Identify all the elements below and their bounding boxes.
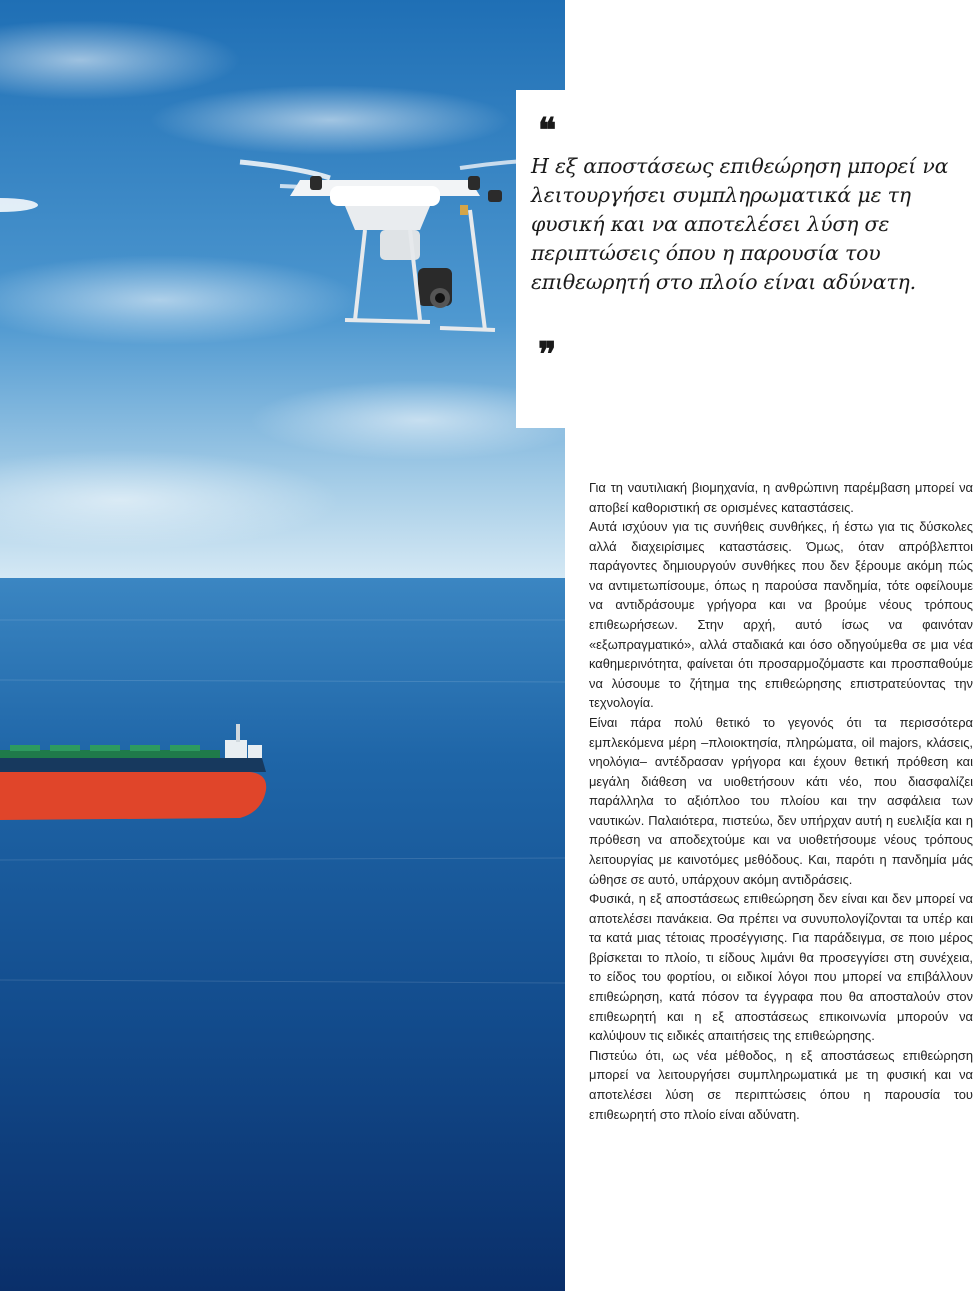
sea <box>0 578 565 1291</box>
article-body <box>589 478 973 1124</box>
article-paragraph: Για τη ναυτιλιακή βιομηχανία, η ανθρώπινη παρέμβαση μπορεί να αποβεί καθοριστική σε ορισμένες καταστάσεις. <box>589 480 973 515</box>
open-quote-icon: ❝ <box>538 111 557 151</box>
pull-quote-text: Η εξ αποστάσεως επιθεώρηση μπορεί να λειτουργήσει συμπληρωματικά με τη φυσική και να αποτελέσει λύση σε περιπτώσεις όπου η παρουσία του επιθεωρητή στο πλοίο είναι αδύνατη. <box>531 154 949 294</box>
close-quote-icon: ❞ <box>538 335 557 375</box>
article-paragraph: Αυτά ισχύουν για τις συνήθεις συνθήκες, ή έστω για τις δύσκολες αλλά διαχειρίσιμες καταστάσεις. Όμως, όταν απρόβλεπτοι παράγοντες δημιουργούν συνθήκες που δεν ξέρουμε ακόμη πώς να αντιμετωπίσουμε, όπως η παρούσα πανδημία, τότε οφείλουμε να αντιδράσουμε γρήγορα και να βρούμε νέους τρόπους επιθεωρήσεων. Στην αρχή, αυτό ίσως να φαινόταν «εξωπραγματικό», αλλά σταδιακά και όσο οδηγούμεθα σε μια νέα καθημερινότητα, φαίνεται ότι προσαρμοζόμαστε και προσπαθούμε να λύσουμε το ζήτημα της επιθεώρησης επιστρατεύοντας την τεχνολογία. <box>589 519 973 711</box>
article-paragraph: Είναι πάρα πολύ θετικό το γεγονός ότι τα περισσότερα εμπλεκόμενα μέρη –πλοιοκτησία, πληρώματα, oil majors, κλάσεις, νηολόγια– αντέδρασαν γρήγορα και έχουν θετική πρόθεση και μεγάλη διάθεση να υιοθετήσουν κάτι νέο, που διασφαλίζει παράλληλα το αξιόπλοο του πλοίου και την ασφάλεια των ναυτικών. Παλαιότερα, πιστεύω, δεν υπήρχαν αυτή η ευελιξία και η πρόθεση να αποδεχτούμε και να υιοθετήσουμε νέους τρόπους λειτουργίας με καινοτόμες μεθόδους. Και, παρότι η πανδημία μάς ώθησε σε αυτό, υπάρχουν ακόμη αντιδράσεις. <box>589 714 973 887</box>
pull-quote-box <box>516 90 974 428</box>
article-paragraph: Φυσικά, η εξ αποστάσεως επιθεώρηση δεν είναι και δεν μπορεί να αποτελέσει πανάκεια. Θα πρέπει να συνυπολογίζονται τα υπέρ και τα κατά μιας τέτοιας προσέγγισης. Για παράδειγμα, σε ποιο μέρος βρίσκεται το πλοίο, τι είδους λιμάνι θα προσεγγίσει στη συνέχεια, το είδος του φορτίου, οι ειδικοί λόγοι που μπορεί να επιβάλλουν επιθεώρηση, κατά πόσον τα έγγραφα που θα αποσταλούν στον επιθεωρητή και η εξ αποστάσεως επικοινωνία μπορούν να καλύψουν τις ειδικές απαιτήσεις της επιθεώρησης. <box>589 891 973 1044</box>
article-paragraph: Πιστεύω ότι, ως νέα μέθοδος, η εξ αποστάσεως επιθεώρηση μπορεί να λειτουργήσει συμπληρωματικά με τη φυσική και να αποτελέσει λύση σε περιπτώσεις όπου η παρουσία του επιθεωρητή στο πλοίο είναι αδύνατη. <box>589 1047 973 1122</box>
